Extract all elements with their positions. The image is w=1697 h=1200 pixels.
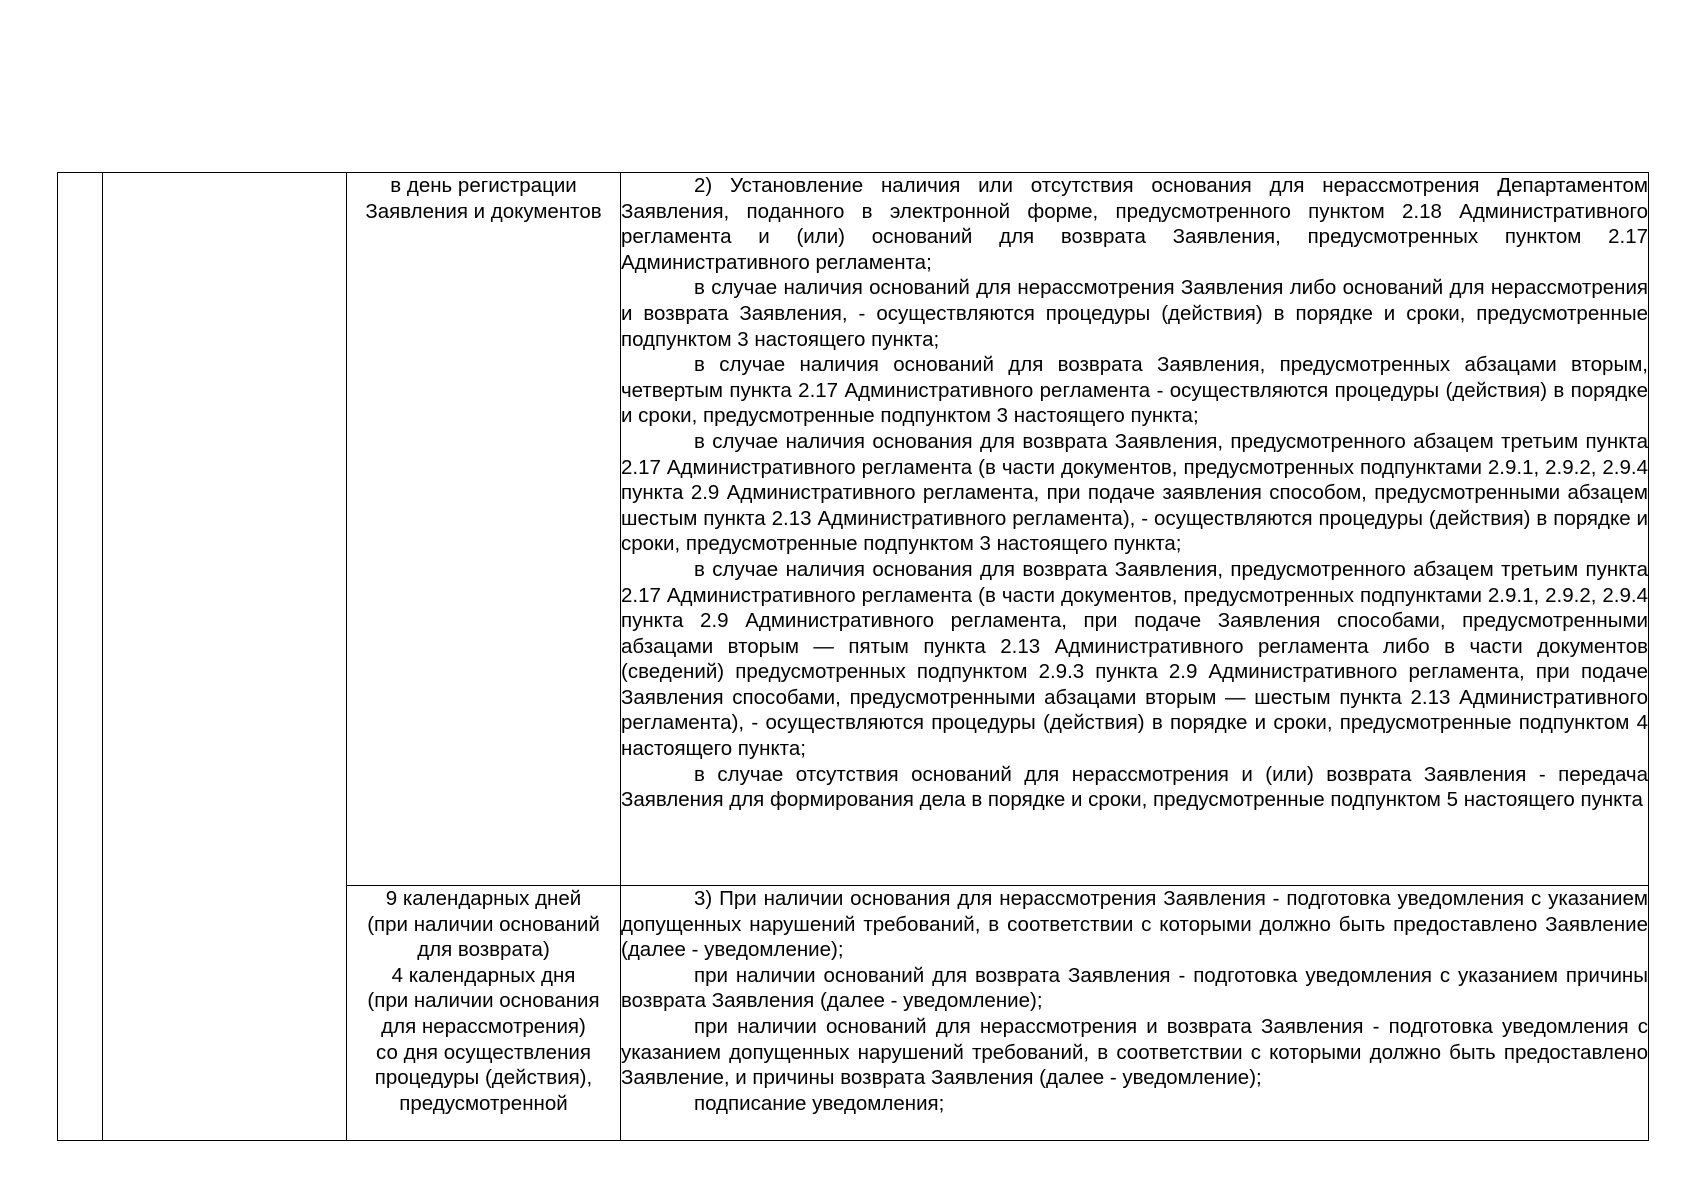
paragraph: в случае наличия оснований для возврата Заявления, предусмотренных абзацами вторым, четвертым пункта 2.17 Административного регламента - осуществляются процедуры (действия) в порядке и сроки, предусмотренные подпунктом 3 настоящего пункта; (621, 353, 1648, 428)
paragraph: в случае наличия основания для возврата Заявления, предусмотренного абзацем третьим пункта 2.17 Административного регламента (в части документов, предусмотренных подпунктами 2.9.1, 2.9.2, 2.9.4 пункта 2.9 Административного регламента, при подаче заявления способом, предусмотренными абзацем шестым пункта 2.13 Административного регламента), - осуществляются процедуры (действия) в порядке и сроки, предусмотренные подпунктом 3 настоящего пункта; (621, 429, 1648, 556)
term-line: 4 календарных дня (391, 963, 576, 987)
term-line: предусмотренной (399, 1091, 568, 1115)
term-line: 9 календарных дней (385, 887, 582, 910)
paragraph: в случае наличия оснований для нерассмотрения Заявления либо оснований для нерассмотрения и возврата Заявления, - осуществляются процедуры (действия) в порядке и сроки, предусмотренные подпунктом 3 настоящего пункта; (621, 276, 1648, 351)
paragraph: при наличии оснований для возврата Заявления - подготовка уведомления с указанием причины возврата Заявления (далее - уведомление); (621, 963, 1648, 1013)
procedure-description-cell (621, 886, 1649, 1141)
term-cell (347, 886, 621, 1141)
procedure-table (57, 172, 1649, 1141)
term-line: для возврата) (417, 938, 550, 962)
term-cell (347, 173, 621, 886)
term-line: (при наличии основания (367, 989, 600, 1013)
paragraph: 3) При наличии основания для нерассмотрения Заявления - подготовка уведомления с указанием допущенных нарушений требований, в соответствии с которыми должно быть предоставлено Заявление (далее - уведомление); (621, 887, 1648, 962)
paragraph: в случае отсутствия оснований для нерассмотрения и (или) возврата Заявления - передача Заявления для формирования дела в порядке и сроки, предусмотренные подпунктом 5 настоящего пункта (621, 762, 1648, 812)
paragraph: в случае наличия основания для возврата Заявления, предусмотренного абзацем третьим пункта 2.17 Административного регламента (в части документов, предусмотренных подпунктами 2.9.1, 2.9.2, 2.9.4 пункта 2.9 Административного регламента, при подаче Заявления способами, предусмотренными абзацами вторым — пятым пункта 2.13 Административного регламента либо в части документов (сведений) предусмотренных подпунктом 2.9.3 пункта 2.9 Административного регламента, при подаче Заявления способами, предусмотренными абзацами вторым — шестым пункта 2.13 Административного регламента), - осуществляются процедуры (действия) в порядке и сроки, предусмотренные подпунктом 4 настоящего пункта; (621, 557, 1648, 761)
paragraph: подписание уведомления; (694, 1091, 945, 1115)
paragraph: при наличии оснований для нерассмотрения и возврата Заявления - подготовка уведомления с указанием допущенных нарушений требований, в соответствии с которыми должно быть предоставлено Заявление, и причины возврата Заявления (далее - уведомление); (621, 1014, 1648, 1090)
term-line: Заявления и документов (365, 199, 602, 223)
stage-column-cell (103, 173, 347, 1141)
term-line: со дня осуществления (376, 1040, 591, 1064)
term-line: для нерассмотрения) (381, 1014, 586, 1038)
paragraph: 2) Установление наличия или отсутствия основания для нерассмотрения Департаментом Заявления, поданного в электронной форме, предусмотренного пунктом 2.18 Административного регламента и (или) оснований для возврата Заявления, предусмотренных пунктом 2.17 Административного регламента; (621, 174, 1648, 274)
term-line: в день регистрации (390, 174, 577, 197)
term-line: процедуры (действия), (374, 1066, 593, 1090)
number-column-cell (58, 173, 103, 1141)
term-line: (при наличии оснований (367, 912, 600, 936)
table-row (58, 173, 1649, 886)
procedure-description-cell (621, 173, 1649, 886)
